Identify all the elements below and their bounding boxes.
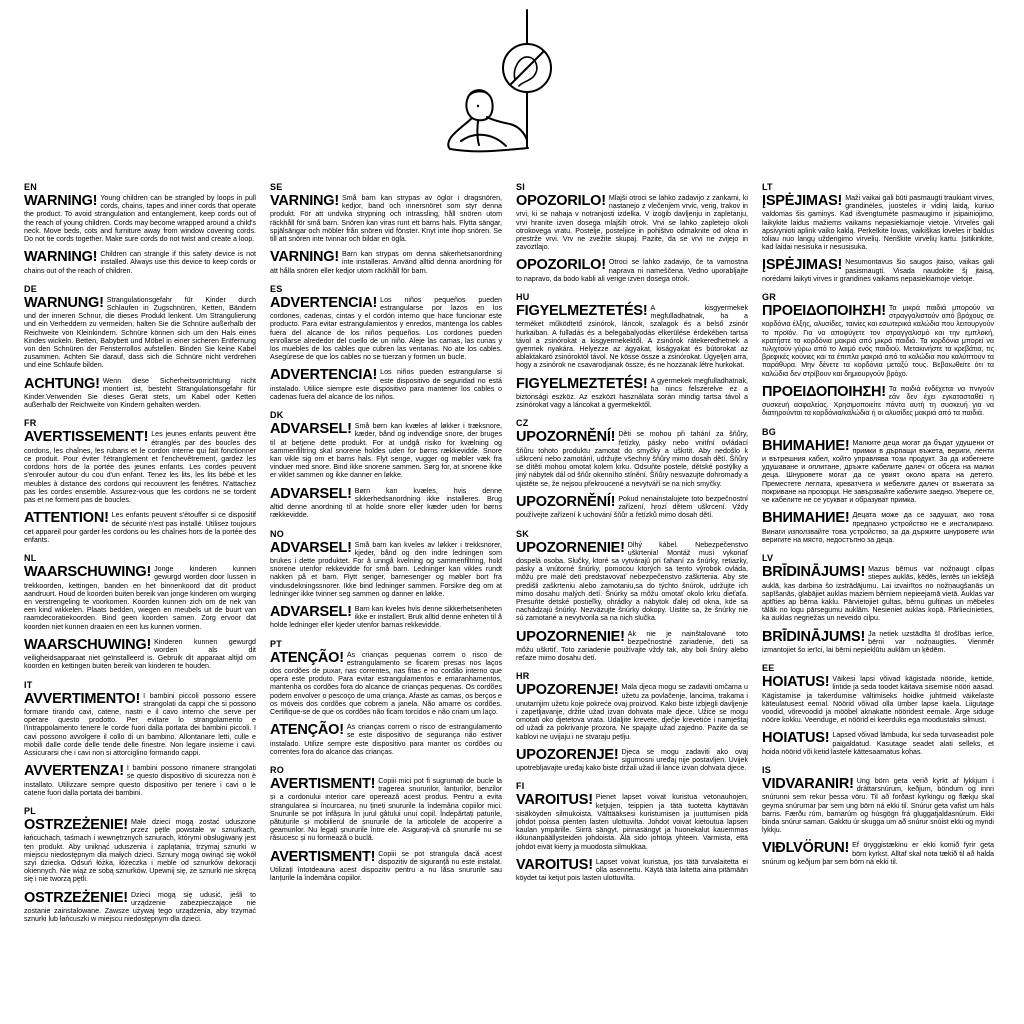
warning-body-text: Djeca se mogu zadaviti ako ovaj sigurnosni uređaj nije postavljen. Uvijek upotrebljavajte uređaj kako biste držali užad ili lance izvan dohvata djece. — [516, 747, 748, 773]
warning-notice — [270, 487, 502, 520]
language-block-si — [516, 182, 748, 283]
warning-body-text: Dzieci mogą się udusić, jeśli to urządzenie zabezpieczające nie zostanie zainstalowane. Zawsze używaj tego urządzenia, aby trzymać sznurki lub łańcuszki w miejscu niedostępnym dla dzieci. — [24, 890, 256, 924]
language-code: SE — [270, 182, 283, 192]
warning-body-text: Barn kan kveles hvis denne sikkerhetsenheten ikke er installert. Bruk alltid denne enheten til å holde ledninger eller kjeder utenfor barnas rekkevidde. — [270, 604, 502, 630]
warning-notice — [516, 683, 748, 740]
warning-heading: UPOZORNĚNÍ! — [516, 493, 616, 510]
warning-heading: OPOZORILO! — [516, 257, 606, 274]
language-code: SK — [516, 528, 529, 539]
warning-notice — [762, 675, 994, 724]
warning-heading: OPOZORILO! — [516, 193, 606, 209]
warning-heading: BRĪDINĀJUMS! — [762, 564, 866, 581]
warning-body-text: Lapset voivat kuristua, jos tätä turvalaitetta ei olla asennettu. Käytä tätä laitetta aina pitämään köydet tai ketjut pois lasten ulottuvilta. — [516, 857, 748, 883]
warning-body-text: Små barn kan kveles av løkker i trekksnorer, kjeder, bånd og den indre ledningen som brukes i dette produktet. For å unngå kvelning og sammenfiltring, hold snorene utenfor rekkevidde for små barn. Ledninger kan vikles rundt nakken på et barn. Flytt senger, barnesenger og møbler bort fra vindusdekningssnorer. Ikke bind ledninger sammen. Forsikre deg om at ledninger ikke tvinner seg sammen og danner en løkke. — [270, 540, 502, 598]
warning-heading: VIÐLVÖRUN! — [762, 840, 850, 857]
warning-notice — [270, 651, 502, 717]
warning-notice — [762, 630, 994, 655]
language-code: FI — [516, 781, 525, 792]
warning-body-text: Les jeunes enfants peuvent être étranglés par des boucles des cordons, les chaînes, les rubans et le cordon interne qui fait fonctionner ce produit. Pour éviter l'étranglement et l'enchevêtrement, gardez les cordons hors de la portée des jeunes enfants. Les cordes peuvent s'enrouler autour du cou d'un enfant. Tenez les lits, les lits bébé et les meubles à distance des cordons qui recouvrent les fenêtres. N'attachez pas les cordes ensemble. Assurez-vous que les cordons ne se tordent pas et ne forment pas de boucles. — [24, 430, 256, 505]
warning-body-text: A gyermekek megfulladhatnak, ha nincs felszerelve ez a biztonsági eszköz. Az eszközt használata során mindig tartsa távol a zsinórokat vagy a láncokat a gyermekektől. — [516, 376, 748, 410]
language-code: FR — [24, 418, 37, 429]
warning-body-text: Τα μικρά παιδιά μπορούν να στραγγαλιστούν από βρόχους σε κορδόνια έλξης, αλυσίδες, ταινίες και εσωτερικά καλώδια που λειτουργούν το προϊόν. Για να αποφύγετε τον στραγγαλισμό και την εμπλοκή, κρατήστε τα κορδόνια μακριά από μικρά παιδιά. Τα κορδόνια μπορεί να τυλιχτούν γύρω από το λαιμό ενός παιδιού. Μετακινήστε τα κρεβάτια, τις βρεφικές κούνιες και τα έπιπλα μακριά από τα καλώδια που καλύπτουν τα παράθυρα. Μην δένετε τα κορδόνια μεταξύ τους. Βεβαιωθείτε ότι τα καλώδια δεν στρίβουν και δημιουργούν βρόχο. — [762, 304, 994, 378]
warning-heading: ΠΡΟΕΙΔΟΠΟΙΗΣΗ! — [762, 383, 886, 400]
warning-heading: AVERTISMENT! — [270, 775, 376, 792]
warning-heading: ATENÇÃO! — [270, 722, 344, 739]
warning-notice — [24, 250, 256, 275]
language-code: HU — [516, 292, 530, 303]
column-4 — [762, 182, 994, 1012]
warning-body-text: Les enfants peuvent s'étouffer si ce dispositif de sécurité n'est pas installé. Utilisez toujours cet appareil pour garder les cordons ou les chaînes hors de la portée des enfants. — [24, 511, 256, 544]
warning-notice — [762, 841, 994, 866]
language-code: IT — [24, 679, 33, 690]
language-code: EN — [24, 182, 37, 192]
warning-heading: ATENÇÃO! — [270, 649, 344, 666]
language-block-ee — [762, 663, 994, 756]
warning-notice — [270, 368, 502, 401]
warning-heading: UPOZORNENIE! — [516, 539, 625, 556]
language-code: SI — [516, 182, 525, 192]
warning-illustration-svg — [0, 0, 1024, 180]
warning-notice — [24, 818, 256, 884]
warning-notice — [516, 858, 748, 883]
language-block-se — [270, 182, 502, 275]
warning-body-text: Los niños pequeños pueden estrangularse por lazos en los cordones, cadenas, cintas y el cordón interno que hace funcionar este producto. Para evitar estrangulamientos y enredos, mantenga los cables fuera del alcance de los niños pequeños. Los cordones pueden enrollarse alrededor del cuello de un niño. Aleje las camas, las cunas y los muebles de los cables que cubren las ventanas. No ate los cables. Asegúrese de que los cables no se tuerzan y formen un bucle. — [270, 295, 502, 362]
warning-notice — [762, 385, 994, 418]
warning-notice — [270, 296, 502, 362]
warning-notice — [24, 638, 256, 671]
warning-heading: OSTRZEŻENIE! — [24, 816, 128, 833]
warning-notice — [24, 194, 256, 243]
language-block-ro — [270, 765, 502, 882]
language-code: GR — [762, 292, 776, 303]
warning-notice — [516, 541, 748, 623]
language-code: RO — [270, 764, 284, 775]
language-code: NL — [24, 553, 37, 564]
warning-heading: WARNING! — [24, 249, 98, 266]
warning-body-text: Dlhý kábel. Nebezpečenstvo uškrtenia! Montáž musí vykonať dospelá osoba. Slučky, ktoré sa vytvárajú pri ťahaní za šnúrky, retiazky, pásky a vnútorné šnúrky, pomocou ktorých sa tento výrobok ovláda, môžu pre malé deti predstavovať nebezpečenstvo zaškrtenia. Aby ste predišli zaškrteniu alebo zamotaniu,sa do týchto šnúrok, udržujte ich mimo dosahu malých detí. Šnúrky sa môžu omotať okolo krku dieťaťa. Presuňte detské postieľky, ohrádky a nábytok ďalej od okna, kde sa nachádzajú šnúrky. Nezväzujte šnúrky dokopy. Uistite sa, že šnúrky nie sú zamotané a nevytvorila sa na nich slučka. — [516, 540, 748, 623]
warning-body-text: Copiii se pot strangula dacă acest dispozitiv de siguranță nu este instalat. Utilizați întotdeauna acest dispozitiv pentru a nu lăsa snururile sau lanțurile la îndemâna copiilor. — [270, 849, 502, 883]
warning-heading: HOIATUS! — [762, 730, 830, 747]
warning-heading: UPOZORNĚNÍ! — [516, 429, 616, 446]
warning-body-text: Ung börn geta verið kyrkt af lykkjum í dráttarsnúrum, keðjum, böndum og innri snúrunni sem rekur þessa vöru. Til að forðast kyrkingu og flækju skal geyma snúrurnar þar sem ung börn ná ekki til. Snúrur geta vafist um háls barns. Færðu rúm, barnarúm og húsgögn frá gluggatjaldasnúrum. Ekki binda snúrur saman. Gakktu úr skugga um að snúrur snúist ekki og myndi lykkju. — [762, 776, 994, 835]
warning-heading: VARNING! — [270, 249, 340, 266]
language-block-hu — [516, 292, 748, 409]
warning-body-text: Mazus bērnus var nožņaugt cilpas stiepes auklās, ķēdēs, lentēs un iekšējā auklā, kas darbina šo izstrādājumu. Lai izvairītos no nožņaugšanās un sapīšanās, glabājiet auklas maziem bērniem nepieejamā vietā. Auklas var aptīties ap bērna kaklu. Pārvietojiet gultas, bērnu gultiņas un mēbeles tālāk no logu pārsegumu auklām. Nesieniet auklas kopā. Pārliecinieties, ka auklas negriežas un neveido cilpu. — [762, 565, 994, 623]
warning-notice — [270, 422, 502, 479]
warning-body-text: Małe dzieci mogą zostać uduszone przez pętle powstałe w sznurkach, łańcuchach, taśmach i wewnętrznych sznurach, którymi obsługiwany jest ten produkt. Aby uniknąć uduszenia i zaplątania, trzymaj sznurki w miejscu niedostępnym dla małych dzieci. Sznury mogą owinąć się wokół szyi dziecka. Odsuń łóżka, łóżeczka i meble od sznurków dekoracji okiennych. Nie wiąż ze sobą sznurków. Upewnij się, że sznurki nie skręcą się i nie tworzą pętli. — [24, 817, 256, 884]
warning-body-text: Children can strangle if this safety device is not installed. Always use this device to keep cords or chains out of the reach of children. — [24, 250, 256, 275]
warning-heading: HOIATUS! — [762, 674, 830, 691]
child-eye — [477, 105, 479, 107]
warning-heading: ADVARSEL! — [270, 603, 352, 620]
language-block-dk — [270, 410, 502, 519]
warning-body-text: Jonge kinderen kunnen gewurgd worden door lussen in trekkoorden, kettingen, banden en het binnenkoord dat dit product aandruurt. Houd de koorden buiten bereik van jonge kinderen om wurging en verstrengeling te voorkomen. Koorden kunnen zich om de nek van een kind wikkelen. Plaats bedden, wiegen en meubels uit de buurt van raamdecoratiekoorden. Bind geen koorden samen. Zorg ervoor dat koorden niet kunnen draaien en een lus kunnen vormen. — [24, 565, 256, 631]
language-code: PT — [270, 638, 282, 649]
language-block-lt — [762, 182, 994, 283]
warning-body-text: Otroci se lahko zadavijo, če ta varnostna naprava ni nameščena. Vedno uporabljajte to napravo, da bodo kabli ali verige izven dosega otrok. — [516, 258, 748, 283]
language-block-pt — [270, 639, 502, 756]
warning-heading: ĮSPĖJIMAS! — [762, 193, 843, 209]
warning-notice — [516, 495, 748, 520]
warning-notice — [270, 194, 502, 243]
warning-heading: AVERTISSEMENT! — [24, 429, 149, 446]
warning-body-text: Děti se mohou při tahání za šňůry, řetízky, pásky nebo vnitřní ovládací šňůru tohoto produktu zamotat do smyčky a uškrtit. Aby nedošlo k uškrcení nebo zamotání, udržujte všechny šňůry mimo dosah dětí. Šňůry se dítěti mohou omotat kolem krku. Odsuňte postele, dětské postýlky a jiný nábytek dál od šňůr okenního stínění. Šňůry nesvazujte dohromady a ujistěte se, že nejsou překroucené a nevytváří se na nich smyčky. — [516, 430, 748, 488]
warning-notice — [516, 430, 748, 487]
warning-body-text: Τα παιδιά ενδέχεται να πνιγούν εάν δεν έχει εγκατασταθεί η συσκευή ασφαλείας. Χρησιμοποιείτε πάντα αυτή τη συσκευή για να διατηρούνται τα κορδόνια/καλώδια ή οι αλυσίδες μακριά από τα παιδιά. — [762, 384, 994, 418]
language-code: DK — [270, 410, 284, 421]
warning-body-text: A kisgyermekek megfulladhatnak, ha a terméket működtető zsinórok, láncok, szalagok és a belső zsinór hurkaiban. A fulladás és a belegabalyodás elkerülése érdekében tartsa távol a zsinórokat a kisgyermekektől. A zsinórok rátekeredhetnek a gyermek nyakára. Helyezze az ágyakat, kiságyakat és bútorokat az ablaktakaró zsinóroktól távol. Ne kösse össze a zsinórokat. Ügyeljen arra, hogy a zsinórok ne csavarodjanak össze, és ne hozzanak létre hurkokat. — [516, 304, 748, 370]
warning-heading: ADVERTENCIA! — [270, 367, 378, 384]
warning-text-columns — [24, 182, 1000, 1012]
warning-heading: ΠΡΟΕΙΔΟΠΟΙΗΣΗ! — [762, 303, 886, 320]
warning-illustration — [0, 0, 1024, 180]
warning-heading: ADVARSEL! — [270, 485, 352, 502]
child-arm-left — [448, 118, 472, 149]
warning-body-text: Mala djeca mogu se zadaviti omčama u užetu za povlačenje, lancima, trakama i unutarnjim užetu koje pokreće ovaj proizvod. Kako biste izbjegli davljenje i zapetljavanje, držite užad izvan dohvata male djece. Užice se mogu omotati oko djetetova vrata. Udaljite krevete, dječje krevetiće i namještaj od užadi za pokrivanje prozora. Ne spajajte užad zajedno. Pazite da se kablovi ne uvijaju i ne stvaraju petlju. — [516, 683, 748, 741]
warning-body-text: Lapsed võivad lämbuda, kui seda turvaseadist pole paigaldatud. Kasutage seadet alati selleks, et hoida nöörid või ketid lastele kättesaamatus kohas. — [762, 731, 994, 756]
warning-heading: UPOZORENJE! — [516, 682, 619, 699]
warning-heading: ВНИМАНИЕ! — [762, 510, 850, 527]
warning-body-text: Ef öryggistækinu er ekki komið fyrir geta börn kyrkst. Alltaf skal nota tækið til að halda snúrum og keðjum þar sem börn ná ekki til. — [762, 841, 994, 866]
language-block-bg — [762, 427, 994, 544]
language-block-gr — [762, 292, 994, 418]
language-block-is — [762, 765, 994, 866]
child-shoulders — [461, 135, 506, 146]
language-code: CZ — [516, 418, 529, 429]
language-code: PL — [24, 805, 36, 816]
warning-heading: VIDVARANIR! — [762, 775, 854, 792]
warning-notice — [516, 258, 748, 283]
warning-body-text: Pienet lapset voivat kuristua vetonauhojen, ketjujen, teippien ja tätä tuotetta käyttävän sisäköyden silmukoista. Välttääksesi kuristumisen ja juuttumisen pidä johdot poissa pienten lasten ulottuvilta. Johdot voivat kietoutua lapsen kaulan ympärille. Siirrä sängyt, pinnasängyt ja huonekalut kauemmas ikkunanpäällysteiden johdoista. Älä sido johtoja yhteen. Varmista, että johdot eivät kierry ja muodosta silmukkaa. — [516, 793, 748, 851]
warning-heading: ВНИМАНИЕ! — [762, 437, 850, 454]
warning-heading: FIGYELMEZTETÉS! — [516, 303, 648, 320]
warning-notice — [24, 377, 256, 410]
warning-heading: ADVARSEL! — [270, 421, 352, 438]
warning-body-text: Wenn diese Sicherheitsvorrichtung nicht montiert ist, besteht Strangulationsgefahr für Kinder.Verwenden Sie dieses Gerät stets, um Kabel oder Ketten außerhalb der Reichweite von Kindern gehalten werden. — [24, 376, 256, 410]
warning-body-text: Barn kan strypas om denna säkerhetsanordning inte installeras. Använd alltid denna anordning för att hålla snören eller kedjor utom räckhåll för barn. — [270, 250, 502, 275]
language-code: HR — [516, 671, 530, 682]
language-code: NO — [270, 528, 284, 539]
warning-body-text: Pokud nenainstalujete toto bezpečnostní zařízení, hrozí dětem uškrcení. Vždy používejte zařízení k uchování šňůr a řetízků mimo dosah dětí. — [516, 494, 748, 520]
language-code: ES — [270, 283, 283, 294]
warning-heading: ATTENTION! — [24, 510, 109, 527]
warning-body-text: Малките деца могат да бъдат удушени от примки в дърпащи въжета, вериги, ленти и вътрешния кабел, който управлява този продукт. За да избегнете удушаване и оплитане, дръжте кабелите далеч от обсега на малки деца. Шнуровете могат да се увият около врата на детето. Преместете леглата, креватчета и мебелите далеч от въжетата за покриване на прозорци. Не завързвайте кабелите заедно. Уверете се, че кабелите не се усукват и образуват примка. — [762, 438, 994, 505]
warning-body-text: Väikesi lapsi võivad kägistada nööride, kettide, lintide ja seda toodet käitava sisemise nööri aasad. Kägistamise ja takerdumise vältimiseks hoidke juhtmeid väikelaste käteulatusest eemal. Nöörid võivad olla ümber lapse kaela. Liigutage voodid, võrevoodid ja mööbel aknakatte nööridest eemale. Ärge siduge nööre kokku. Veenduge, et nöörid ei keerduks ega moodustaks silmust. — [762, 675, 994, 725]
warning-heading: WAARSCHUWING! — [24, 564, 152, 581]
language-block-es — [270, 284, 502, 401]
warning-heading: FIGYELMEZTETÉS! — [516, 375, 648, 392]
warning-body-text: Los niños pueden estrangularse si este dispositivo de seguridad no está instalado. Utilice siempre este dispositivo para mantener los cables o cadenas fuera del alcance de los niños. — [270, 368, 502, 402]
warning-notice — [762, 304, 994, 378]
warning-heading: WAARSCHUWING! — [24, 636, 152, 653]
warning-notice — [762, 258, 994, 283]
warning-notice — [516, 194, 748, 251]
warning-heading: WARNING! — [24, 193, 98, 209]
warning-body-text: Børn kan kvæles, hvis denne sikkerhedsanordning ikke installeres. Brug altid denne anordning til at holde snore eller kæder uden for børns rækkevidde. — [270, 486, 502, 520]
warning-heading: BRĪDINĀJUMS! — [762, 628, 866, 645]
warning-notice — [24, 430, 256, 504]
warning-heading: ACHTUNG! — [24, 375, 100, 392]
warning-notice — [762, 511, 994, 544]
warning-body-text: I bambini possono rimanere strangolati se questo dispositivo di sicurezza non è installato. Utilizzare sempre questo dispositivo per tenere i cavi o le catene fuori dalla portata dei bambini. — [24, 764, 256, 797]
warning-heading: AVVERTIMENTO! — [24, 690, 141, 707]
warning-heading: AVVERTENZA! — [24, 763, 124, 780]
warning-notice — [270, 850, 502, 883]
warning-heading: VAROITUS! — [516, 856, 593, 873]
warning-notice — [270, 541, 502, 598]
language-block-lv — [762, 553, 994, 654]
language-block-sk — [516, 529, 748, 663]
warning-notice — [270, 250, 502, 275]
child-torso — [477, 121, 479, 145]
language-code: IS — [762, 764, 771, 775]
warning-body-text: As crianças pequenas correm o risco de estrangulamento se ficarem presas nos laços dos cordões de puxar, nas correntes, nas fitas e no cordão interno que opera este produto. Para evitar estrangulamentos e emaranhamentos, mantenha os cordões fora do alcance de crianças pequenas. Os cordões podem envolver o pescoço de uma criança. Afaste as camas, os berços e os móveis dos cordões que cobrem a janela. Não amarre os cordões. Certifique-se de que os cordões não ficam torcidos e não criam um laço. — [270, 650, 502, 716]
language-block-en — [24, 182, 256, 275]
warning-heading: ADVERTENCIA! — [270, 294, 378, 311]
warning-body-text: As crianças correm o risco de estrangulamento se este dispositivo de segurança não estiver instalado. Utilize sempre este dispositivo para manter os cordões ou correntes fora do alcance das crianças. — [270, 723, 502, 756]
warning-notice — [762, 194, 994, 251]
warning-heading: VAROITUS! — [516, 792, 593, 809]
warning-notice — [270, 777, 502, 843]
warning-body-text: Maži vaikai gali būti pasmaugti traukiant virves, grandinėles, juosteles ir vidinį laidą, kuriuo valdomas šis gaminys. Kad išvengtumėte pasmaugimo ir įsipainiojimo, laikykite laidus mažiems vaikams nepasiekiamoje vietoje. Virvelės gali apsivynioti aplink vaiko kaklą. Perkelkite lovas, vaikiškas loveles ir baldus toliau nuo langų uždengimo virvelių. Neriškite virvelių kartu. Įsitikinkite, kad laidai nesisuka ir nesusisuka. — [762, 194, 994, 252]
warning-notice — [24, 692, 256, 758]
language-block-nl — [24, 553, 256, 670]
warning-body-text: Små børn kan kvæles af løkker i træksnore, kæder, bånd og indvendige snore, der bruges til at betjene dette produkt. For at undgå risiko for kvælning og sammenfiltring skal snorene holdes uden for børns rækkevidde. Snore kan vikle sig om et barns hals. Flyt senge, vugger og møbler væk fra vinduer med snore. Bind ikke snorene sammen. Sørg for, at snorene ikke er viklet sammen og ikke danner en løkke. — [270, 422, 502, 480]
warning-heading: UPOZORNENIE! — [516, 628, 625, 645]
warning-heading: OSTRZEŻENIE! — [24, 889, 128, 906]
warning-body-text: Mlajši otroci se lahko zadavijo z zankami, ki nastanejo z vlečenjem vrvic, verig, trakov in vrvi, ki se nahaja v notranjosti izdelka. V izogib davljenju in zapletanju, vrvi hranite izven dosega mlajših otrok. Vrvi se lahko zapletejo okoli otrokovega vratu. Postelje, posteljice in pohištvo odmaknite od okna in prestrže vrvi. Vrv ne zvežite skupaj. Pazite, da se vrvi ne zvijejo in zavoztlajo. — [516, 194, 748, 252]
column-1 — [24, 182, 256, 1012]
language-code: DE — [24, 283, 37, 294]
warning-notice — [516, 304, 748, 370]
warning-notice — [516, 793, 748, 850]
language-code: LV — [762, 553, 774, 564]
language-block-de — [24, 284, 256, 410]
warning-notice — [270, 723, 502, 756]
warning-notice — [24, 764, 256, 797]
language-block-cz — [516, 418, 748, 519]
warning-notice — [762, 565, 994, 622]
warning-heading: ĮSPĖJIMAS! — [762, 257, 843, 274]
warning-notice — [516, 377, 748, 410]
warning-body-text: Nesumontavus šio saugos įtaiso, vaikas gali pasismaugti. Visada naudokite šį įtaisą, norėdami laikyti virves ir grandines vaikams nepasiekiamoje vietoje. — [762, 258, 994, 283]
warning-body-text: Kinderen kunnen gewurgd worden als dit veiligheidsapparaat niet geïnstalleerd is. Gebruik dit apparaat altijd om koorden en kettingen buiten bereik van kinderen te houden. — [24, 637, 256, 671]
language-block-hr — [516, 671, 748, 772]
language-block-fr — [24, 418, 256, 544]
language-code: BG — [762, 426, 776, 437]
warning-notice — [270, 605, 502, 630]
warning-heading: AVERTISMENT! — [270, 848, 376, 865]
column-2 — [270, 182, 502, 1012]
child-base-line — [450, 148, 528, 151]
warning-heading: WARNUNG! — [24, 294, 104, 311]
warning-body-text: Copiii mici pot fi sugrumați de bucle la tragerea snururilor, lanțurilor, benzilor și a cordonului interior care operează acest produs. Pentru a evita strangularea si încurcarea, nu țineți snururile la îndemâna copiilor mici. Snururile se pot înfășura în jurul gâtului unui copil. Îndepărtați paturile, pătuțurile și mobilierul de șnururile de la articolele de acoperire a geamurilor. Nu legați șnururile între ele. Asigurați-vă că șnururile nu se răsucesc și nu formează o buclă. — [270, 776, 502, 843]
warning-body-text: Децата може да се задушат, ако това предпазно устройство не е инсталирано. Винаги използвайте това устройство, за да държите шнуровете или веригите на място, недостъпно за деца. — [762, 511, 994, 544]
warning-body-text: Young children can be strangled by loops in pull cords, chains, tapes and inner cords that operate the product. To avoid strangulation and entanglement, keep cords out of the reach of young children. Cords may become wrapped around a child's neck. Move beds, cots and furniture away from window covering cords. Do not tie cords together. Make sure cords do not twist and create a loop. — [24, 194, 256, 244]
warning-body-text: Ja netiek uzstādīta šī drošības ierīce, bērni var nožņaugties. Vienmēr izmantojiet šo ierīci, lai bērni nepiekļūtu auklām un ķēdēm. — [762, 629, 994, 654]
warning-notice — [762, 777, 994, 834]
warning-notice — [24, 565, 256, 631]
column-3 — [516, 182, 748, 1012]
warning-notice — [24, 511, 256, 544]
language-block-pl — [24, 806, 256, 923]
warning-notice — [762, 731, 994, 756]
warning-body-text: I bambini piccoli possono essere strangolati da cappi che si possono formare tirando cavi, catene, nastri e il cavo interno che serve per operare questo prodotto. Per evitare lo strangolamento e l'intrappolamento tenere le corde fuori dalla portata dei bambini piccoli. I cavi possono avvolgere il collo di un bambino. Allontanare letti, culle e mobili dalle corde delle tende delle finestre. Non legare insieme i cavi. Assicurarsi che i cavi non si attorciglino formando cappi. — [24, 691, 256, 757]
warning-body-text: Små barn kan strypas av öglor i dragsnören, kedjor, band och innersnöret som styr denna produkt. För att undvika strypning och intrassling, håll snören utom räckhåll för små barn. Snören kan viras runt ett barns hals. Flytta sängar, spjälsängar och möbler från snören vid fönster. Knyt inte ihop snören. Se till att snören inte tvinnar och bildar en ögla. — [270, 194, 502, 244]
warning-body-text: Ak nie je nainštalované toto bezpečnostné zariadenie, deti sa môžu uškrtiť. Toto zariadenie používajte vždy tak, aby boli šnúry alebo reťaze mimo dosahu detí. — [516, 629, 748, 663]
language-block-no — [270, 529, 502, 630]
language-block-it — [24, 680, 256, 797]
warning-notice — [516, 748, 748, 773]
warning-notice — [24, 296, 256, 370]
warning-notice — [24, 891, 256, 924]
warning-heading: UPOZORENJE! — [516, 746, 619, 763]
warning-heading: ADVARSEL! — [270, 539, 352, 556]
warning-notice — [762, 439, 994, 505]
language-code: LT — [762, 182, 773, 192]
language-block-fi — [516, 781, 748, 882]
warning-heading: VARNING! — [270, 193, 340, 209]
warning-notice — [516, 630, 748, 663]
language-code: EE — [762, 663, 775, 674]
warning-body-text: Strangulationsgefahr für Kinder durch Schlaufen in Zugschnüren, Ketten, Bändern und der inneren Schnur, die dieses Produkt lenkent. Um Strangulierung und ein Verheddern zu vermeiden, halten Sie die Schnüre außerhalb der Reichweite von Kleinkindern. Schnüre können sich um den Hals eines Kindes wickeln. Betten, Babybett und Möbel in einer sicheren Entfernung von den Schnüren der Fensterrollos aufstellen. Binden Sie keine Kabel zusammen. Achten Sie darauf, dass sich die Schnüre nicht verdrehen und eine Schlaufe bilden. — [24, 295, 256, 370]
